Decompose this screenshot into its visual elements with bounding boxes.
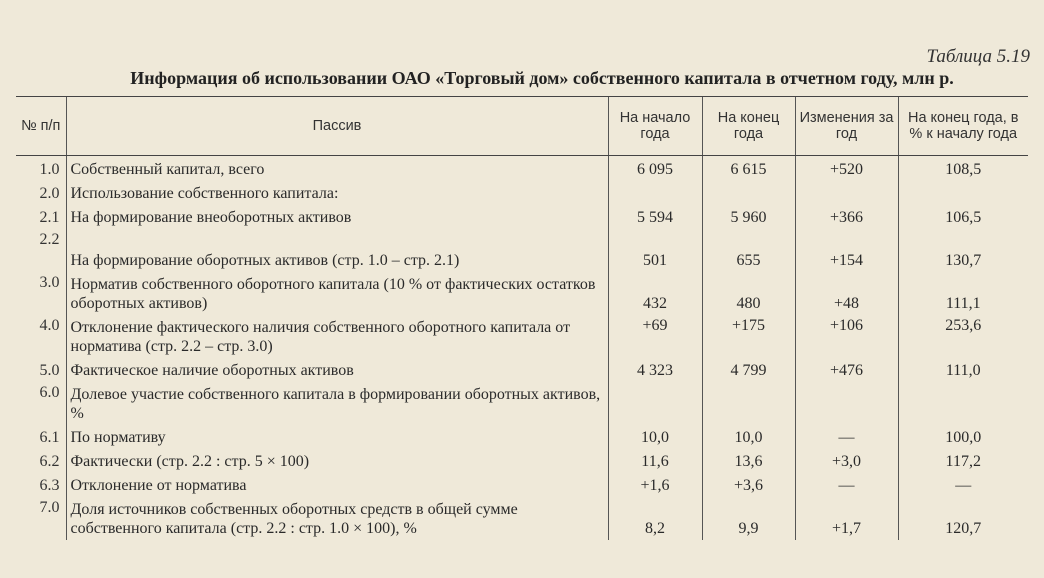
header-change: Изменения за год [795, 97, 898, 156]
row-name: Собственный капитал, всего [66, 156, 608, 181]
row-pct: — [955, 477, 972, 494]
row-end: +3,6 [702, 472, 795, 496]
row-start: 432 [608, 271, 702, 314]
row-name: Фактически (стр. 2.2 : стр. 5 × 100) [66, 448, 608, 472]
row-end: 4 799 [702, 357, 795, 381]
capital-usage-table [16, 96, 1028, 540]
table-header-row [16, 97, 1028, 156]
row-change: +3,0 [795, 448, 898, 472]
row-num: 2.0 [39, 185, 60, 202]
row-num: 6.1 [39, 429, 60, 446]
row-pct: 117,2 [945, 453, 981, 470]
row-start: +69 [608, 314, 702, 357]
table-body [16, 156, 1028, 541]
row-name: Отклонение фактического наличия собственного оборотного капитала от норматива (стр. 2.2 – стр. 3.0) [66, 314, 608, 357]
row-change [795, 381, 898, 424]
row-name: По нормативу [66, 424, 608, 448]
row-start [608, 180, 702, 204]
row-end: 13,6 [702, 448, 795, 472]
header-start: На начало года [608, 97, 702, 156]
row-name: Фактическое наличие оборотных активов [66, 357, 608, 381]
row-change: +48 [795, 271, 898, 314]
row-pct [898, 180, 1028, 204]
row-pct: 253,6 [945, 317, 982, 334]
row-name: Норматив собственного оборотного капитала (10 % от фактических остатков оборотных активов) [66, 271, 608, 314]
table-row [16, 156, 1028, 181]
table-row [16, 271, 1028, 314]
row-name: На формирование оборотных активов (стр. 1.0 – стр. 2.1) [66, 228, 608, 271]
row-num: 6.0 [39, 384, 60, 401]
row-end: 10,0 [702, 424, 795, 448]
table-row [16, 381, 1028, 424]
row-start [608, 381, 702, 424]
row-change: — [795, 424, 898, 448]
header-num: № п/п [16, 97, 66, 156]
row-end [702, 180, 795, 204]
row-pct: 120,7 [945, 520, 982, 537]
row-start: 5 594 [608, 204, 702, 228]
row-start: 8,2 [608, 496, 702, 540]
row-pct: 130,7 [945, 252, 982, 269]
row-end [702, 381, 795, 424]
row-change [795, 180, 898, 204]
row-pct: 108,5 [945, 161, 982, 178]
row-change: +106 [795, 314, 898, 357]
row-end: +175 [702, 314, 795, 357]
row-pct [898, 381, 1028, 424]
table-row [16, 180, 1028, 204]
row-change: +1,7 [795, 496, 898, 540]
row-num: 5.0 [39, 362, 60, 379]
row-end: 5 960 [702, 204, 795, 228]
table-row [16, 228, 1028, 271]
header-end: На конец года [702, 97, 795, 156]
row-pct: 100,0 [945, 429, 982, 446]
row-num: 1.0 [39, 161, 60, 178]
row-change: +520 [795, 156, 898, 181]
row-start: 10,0 [608, 424, 702, 448]
row-num: 2.2 [39, 231, 60, 248]
header-pct: На конец года, в % к началу года [898, 97, 1028, 156]
row-change: — [795, 472, 898, 496]
row-num: 6.2 [39, 453, 60, 470]
row-num: 6.3 [39, 477, 60, 494]
table-row [16, 472, 1028, 496]
row-end: 9,9 [702, 496, 795, 540]
row-change: +476 [795, 357, 898, 381]
row-end: 480 [702, 271, 795, 314]
table-caption: Таблица 5.19 [926, 46, 1030, 67]
table-row [16, 204, 1028, 228]
row-start: 6 095 [608, 156, 702, 181]
table-row [16, 424, 1028, 448]
row-start: 501 [608, 228, 702, 271]
table-row [16, 357, 1028, 381]
table-row [16, 448, 1028, 472]
row-pct: 111,1 [945, 295, 981, 312]
row-pct: 106,5 [945, 209, 982, 226]
table-title: Информация об использовании ОАО «Торговый дом» собственного капитала в отчетном году, млн р. [130, 68, 954, 88]
row-start: 4 323 [608, 357, 702, 381]
row-change: +366 [795, 204, 898, 228]
row-end: 655 [702, 228, 795, 271]
row-num: 7.0 [39, 499, 60, 516]
row-pct: 111,0 [945, 362, 981, 379]
row-name: Использование собственного капитала: [66, 180, 608, 204]
row-num: 4.0 [39, 317, 60, 334]
row-end: 6 615 [702, 156, 795, 181]
row-start: 11,6 [608, 448, 702, 472]
table-row [16, 314, 1028, 357]
header-name: Пассив [66, 97, 608, 156]
row-change: +154 [795, 228, 898, 271]
row-name: Отклонение от норматива [66, 472, 608, 496]
row-name: Доля источников собственных оборотных средств в общей сумме собственного капитала (стр. 2.2 : стр. 1.0 × 100), % [66, 496, 608, 540]
row-name: На формирование внеоборотных активов [66, 204, 608, 228]
row-name: Долевое участие собственного капитала в формировании оборотных активов, % [66, 381, 608, 424]
row-num: 2.1 [39, 209, 60, 226]
row-num: 3.0 [39, 274, 60, 291]
row-start: +1,6 [608, 472, 702, 496]
table-row [16, 496, 1028, 540]
